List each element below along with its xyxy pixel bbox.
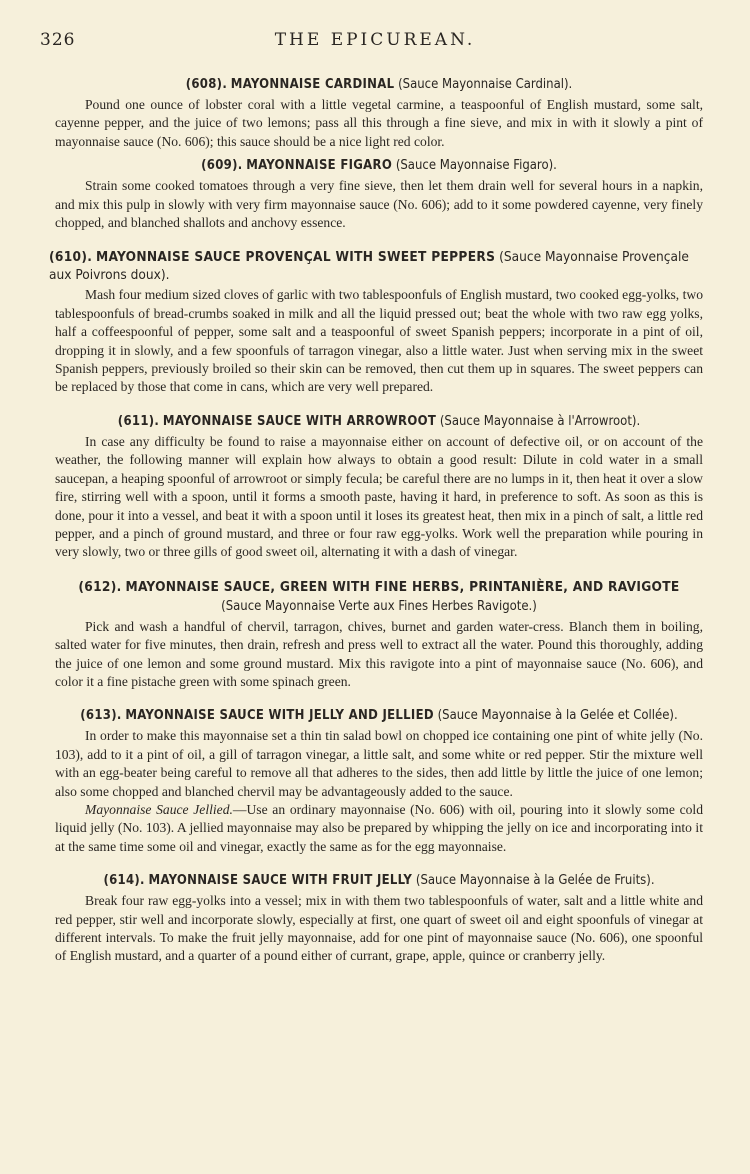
- page-number: 326: [40, 30, 76, 50]
- running-title: THE EPICUREAN.: [274, 30, 476, 50]
- recipe-paragraph: Strain some cooked tomatoes through a very fine sieve, then let them drain well for several hours in a napkin, and mix this pulp in slowly with very firm mayonnaise sauce (No. 606); add to it some powdered cayenne, very finely chopped, and blanched shallots and anchovy essence.: [55, 178, 703, 231]
- recipe-title: MAYONNAISE CARDINAL: [230, 77, 395, 92]
- recipe-heading: [55, 76, 703, 94]
- recipe-paragraph: Break four raw egg-yolks into a vessel; mix in with them two tablespoonfuls of water, salt and a little white and red pepper, stir well and incorporate slowly, especially at first, one quart of sweet oil and eight spoonfuls of vinegar at different intervals. To make the fruit jelly mayonnaise, add for one pint of mayonnaise sauce (No. 606), one spoonful of English mustard, and a quarter of a pound either of currant, grape, apple, quince or cranberry jelly.: [55, 893, 703, 964]
- recipe-french-title: (Sauce Mayonnaise à la Gelée de Fruits).: [415, 873, 655, 889]
- sub-recipe-title: Mayonnaise Sauce Jellied.: [85, 801, 233, 817]
- running-head: [40, 30, 710, 52]
- recipe-number: (614).: [103, 873, 145, 889]
- recipe-french-title: (Sauce Mayonnaise Cardinal).: [398, 77, 573, 92]
- recipe-number: (612).: [78, 578, 122, 595]
- recipe-609: [55, 157, 703, 232]
- recipe-french-title: (Sauce Mayonnaise à la Gelée et Collée).: [437, 708, 678, 724]
- recipe-611: [55, 413, 703, 562]
- recipe-french-title: (Sauce Mayonnaise Verte aux Fines Herbes Ravigote.): [221, 598, 537, 614]
- recipe-title: MAYONNAISE SAUCE WITH JELLY AND JELLIED: [125, 708, 434, 724]
- recipe-paragraph: In case any difficulty be found to raise a mayonnaise either on account of defective oil, or on account of the weather, the following manner will explain how always to obtain a good result: Dilute in cold water in a small saucepan, a heaping spoonful of arrowroot or simply fecula; be careful there are no lumps in it, then heat it over a slow fire, stirring well with a spoon, until it forms a smooth paste, having it hard, in preference to soft. As soon as this is done, pour it into a vessel, and beat it with a spoon until it loses its greatest heat, then mix in a pinch of salt, a little red pepper, and a pinch of ground mustard, and three or four raw egg-yolks. Work well the preparation while pouring in very slowly, two or three gills of good sweet oil, alternating it with a dash of vinegar.: [55, 433, 703, 560]
- recipe-paragraph: Pick and wash a handful of chervil, tarragon, chives, burnet and garden water-cress. Blanch them in boiling, salted water for five minutes, then drain, refresh and press well to extract all the water. Pound this thoroughly, adding the juice of one lemon and some ground mustard. Mix this ravigote into a pint of mayonnaise sauce (No. 606), and color it a fine pistache green with some spinach green.: [55, 618, 703, 689]
- recipe-number: (610).: [49, 249, 93, 266]
- sub-recipe-text: —Use an ordinary mayonnaise (No. 606) with oil, pouring into it slowly some cold liquid jelly (No. 103). A jellied mayonnaise may also be prepared by whipping the jelly on ice and incorporating into it at the same time some oil and vinegar, exactly the same as for the egg mayonnaise.: [55, 801, 703, 854]
- recipe-paragraph: Pound one ounce of lobster coral with a little vegetal carmine, a teaspoonful of English mustard, some salt, cayenne pepper, and the juice of two lemons; pass all this through a fine sieve, and mix in with it slowly a pint of mayonnaise sauce (No. 606); this sauce should be a nice light red color.: [55, 97, 703, 149]
- recipe-french-title: (Sauce Mayonnaise Provençale aux Poivrons doux).: [49, 249, 689, 284]
- recipe-title: MAYONNAISE SAUCE WITH ARROWROOT: [162, 413, 437, 429]
- recipe-number: (608).: [185, 77, 228, 92]
- recipe-number: (613).: [80, 708, 122, 724]
- recipe-paragraph: In order to make this mayonnaise set a thin tin salad bowl on chopped ice containing one pint of white jelly (No. 103), add to it a pint of oil, a gill of tarragon vinegar, a little salt, and some white or red pepper. Stir the mixture well with an egg-beater being careful to remove all that adheres to the sides, then add little by little the juice of one lemon; also some chopped and blanched chervil may be advantageously added to the sauce.: [55, 728, 703, 799]
- recipe-title: MAYONNAISE SAUCE WITH FRUIT JELLY: [148, 873, 413, 889]
- recipe-614: [55, 872, 703, 966]
- recipe-heading: [55, 872, 703, 890]
- recipe-613: [55, 707, 703, 856]
- recipe-sub-paragraph: [55, 801, 703, 856]
- recipe-612: [55, 578, 703, 692]
- recipe-title: MAYONNAISE SAUCE PROVENÇAL WITH SWEET PEPPERS: [96, 249, 496, 266]
- recipe-heading: [49, 248, 709, 284]
- recipe-title: MAYONNAISE FIGARO: [246, 158, 393, 174]
- recipe-heading: [55, 413, 703, 431]
- recipe-french-title: (Sauce Mayonnaise à l'Arrowroot).: [439, 413, 641, 429]
- page-body: [49, 76, 703, 966]
- recipe-paragraph: Mash four medium sized cloves of garlic with two tablespoonfuls of English mustard, two cooked egg-yolks, two tablespoonfuls of bread-crumbs soaked in milk and all the liquid pressed out; beat the whole with two raw egg yolks, half a coffeespoonful of pepper, some salt and a teaspoonful of sweet Spanish peppers; incorporate in a pint of oil, dropping it in slowly, and a few spoonfuls of tarragon vinegar, also a little water. Just when serving mix in the sweet Spanish peppers, previously broiled so their skin can be removed, then cut them up in squares. The sweet peppers can be replaced by those that come in cans, which are very well prepared.: [55, 287, 703, 395]
- recipe-heading: [55, 578, 703, 596]
- recipe-number: (611).: [117, 413, 160, 429]
- recipe-608: [55, 76, 703, 151]
- recipe-heading: [55, 707, 703, 725]
- recipe-title: MAYONNAISE SAUCE, GREEN WITH FINE HERBS, PRINTANIÈRE, AND RAVIGOTE: [125, 578, 680, 595]
- recipe-610: [49, 248, 709, 396]
- recipe-heading: [55, 157, 703, 175]
- recipe-french-title: (Sauce Mayonnaise Figaro).: [395, 158, 557, 174]
- recipe-number: (609).: [201, 158, 243, 174]
